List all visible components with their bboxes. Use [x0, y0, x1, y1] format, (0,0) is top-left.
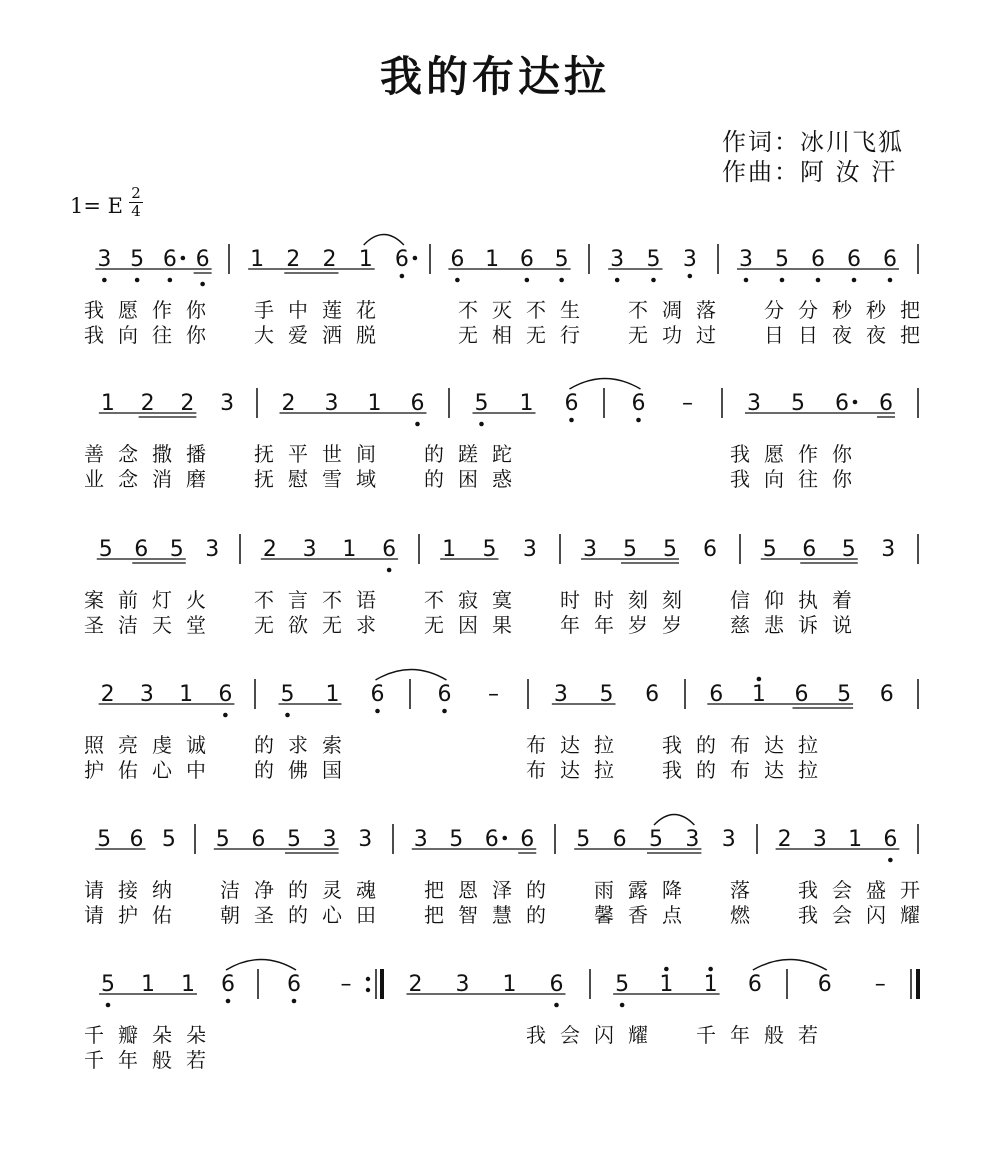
note: 3 [358, 827, 373, 852]
tie-arc [364, 235, 404, 246]
note: 1 [179, 682, 194, 707]
lower-octave-dot [888, 858, 893, 863]
tie-arc [570, 379, 641, 390]
note: 3 [685, 827, 700, 852]
note: 6 [879, 391, 893, 416]
lower-octave-dot [688, 274, 693, 279]
note: 6 [251, 827, 266, 852]
note: 3 [812, 827, 827, 852]
lower-octave-dot [569, 418, 574, 423]
note: 3 [553, 682, 568, 707]
note: 6 [883, 827, 898, 852]
note: 6 [549, 972, 564, 997]
note: 5 [280, 682, 295, 707]
time-signature-denominator: 4 [131, 202, 141, 220]
note: 5 [649, 827, 663, 852]
note: 5 [130, 247, 145, 272]
lower-octave-dot [135, 278, 140, 283]
note: 5 [599, 682, 614, 707]
note: 1 [703, 972, 718, 997]
note: 6 [394, 247, 409, 272]
note: – [488, 682, 499, 707]
lower-octave-dot [200, 282, 205, 287]
augmentation-dot [181, 256, 186, 261]
note: 1 [141, 972, 155, 997]
lower-octave-dot [780, 278, 785, 283]
note: 6 [129, 827, 144, 852]
note: 6 [879, 682, 894, 707]
note: 5 [482, 537, 497, 562]
note: 6 [709, 682, 724, 707]
note: 3 [205, 537, 220, 562]
note: 6 [847, 247, 861, 272]
tie-arc [226, 960, 296, 971]
lyricist-credit: 作词：冰川飞狐 [722, 128, 904, 156]
lower-octave-dot [455, 278, 460, 283]
note: 6 [802, 537, 817, 562]
note: 3 [324, 391, 339, 416]
note: 5 [791, 391, 805, 416]
note: 6 [747, 972, 762, 997]
upper-octave-dot [757, 677, 762, 682]
upper-octave-dot [664, 967, 669, 972]
note: 5 [576, 827, 591, 852]
note: 2 [262, 537, 277, 562]
note: 6 [519, 247, 534, 272]
lyric-line: 案前灯火 不言不语 不寂寞 时时刻刻 信仰执着 [84, 588, 866, 612]
note: 6 [221, 972, 235, 997]
note: 3 [721, 827, 736, 852]
lower-octave-dot [620, 1003, 625, 1008]
note: 6 [883, 247, 897, 272]
lower-octave-dot [285, 713, 290, 718]
note: 2 [322, 247, 337, 272]
augmentation-dot [413, 256, 418, 261]
note: 6 [817, 972, 832, 997]
note: 3 [739, 247, 753, 272]
note: 5 [615, 972, 630, 997]
note: 6 [450, 247, 465, 272]
note: 6 [484, 827, 499, 852]
lower-octave-dot [559, 278, 564, 283]
note: 6 [437, 682, 452, 707]
lyric-line: 千年般若 [84, 1048, 220, 1072]
note: 5 [97, 827, 112, 852]
lower-octave-dot [102, 278, 107, 283]
lower-octave-dot [223, 713, 228, 718]
lower-octave-dot [226, 999, 231, 1004]
note: 3 [522, 537, 537, 562]
note: 5 [775, 247, 789, 272]
note: 5 [554, 247, 569, 272]
note: – [682, 391, 693, 416]
note: 1 [325, 682, 340, 707]
time-signature-numerator: 2 [131, 184, 141, 202]
note: 5 [215, 827, 230, 852]
note: 3 [322, 827, 337, 852]
note: 6 [612, 827, 627, 852]
note: 6 [703, 537, 717, 562]
lower-octave-dot [525, 278, 530, 283]
note: 3 [682, 247, 697, 272]
note: 3 [413, 827, 428, 852]
note: 6 [382, 537, 397, 562]
augmentation-dot [853, 400, 858, 405]
lower-octave-dot [554, 1003, 559, 1008]
note: – [874, 972, 886, 997]
lower-octave-dot [375, 709, 380, 714]
note: 1 [519, 391, 534, 416]
note: 6 [134, 537, 149, 562]
note: 6 [162, 247, 177, 272]
note: 6 [218, 682, 233, 707]
repeat-dot [366, 977, 370, 981]
note: 5 [98, 537, 113, 562]
note: 1 [100, 391, 115, 416]
lower-octave-dot [651, 278, 656, 283]
note: 5 [663, 537, 677, 562]
note: 6 [645, 682, 660, 707]
note: 5 [841, 537, 856, 562]
note: 2 [777, 827, 792, 852]
lower-octave-dot [744, 278, 749, 283]
tie-arc [376, 670, 447, 681]
note: 2 [408, 972, 423, 997]
note: 5 [623, 537, 637, 562]
lower-octave-dot [479, 422, 484, 427]
note: 2 [180, 391, 195, 416]
note: 2 [140, 391, 155, 416]
augmentation-dot [502, 836, 507, 841]
lyric-line: 圣洁天堂 无欲无求 无因果 年年岁岁 慈悲诉说 [84, 613, 866, 637]
note: 6 [410, 391, 425, 416]
lower-octave-dot [387, 568, 392, 573]
note: 3 [610, 247, 625, 272]
lower-octave-dot [168, 278, 173, 283]
lyric-line: 我向往你 大爱洒脱 无相无行 无功过 日日夜夜把 [84, 323, 934, 347]
note: 1 [502, 972, 517, 997]
key-signature: 1= E [70, 194, 123, 218]
note: 3 [97, 247, 112, 272]
note: 6 [835, 391, 849, 416]
lyric-line: 护佑心中 的佛国 布达拉 我的布达拉 [84, 758, 832, 782]
note: 5 [474, 391, 489, 416]
lower-octave-dot [415, 422, 420, 427]
lower-octave-dot [816, 278, 821, 283]
note: 6 [287, 972, 301, 997]
lyric-line: 请接纳 洁净的灵魂 把恩泽的 雨露降 落 我会盛开 [84, 878, 934, 902]
lower-octave-dot [615, 278, 620, 283]
note: 6 [794, 682, 809, 707]
note: 1 [485, 247, 500, 272]
lyric-line: 照亮虔诚 的求索 布达拉 我的布达拉 [84, 733, 832, 757]
note: 5 [101, 972, 115, 997]
note: 1 [358, 247, 373, 272]
composer-credit: 作曲：阿 汝 汗 [722, 158, 898, 186]
note: 6 [520, 827, 535, 852]
note: 5 [449, 827, 464, 852]
note: 6 [631, 391, 646, 416]
note: 1 [342, 537, 357, 562]
lower-octave-dot [292, 999, 297, 1004]
note: 5 [762, 537, 777, 562]
note: – [340, 972, 352, 997]
note: 6 [195, 247, 210, 272]
note: 1 [250, 247, 265, 272]
note: 6 [370, 682, 385, 707]
note: 1 [181, 972, 195, 997]
note: 5 [646, 247, 661, 272]
tie-arc [753, 960, 827, 971]
note: 1 [848, 827, 863, 852]
note: 5 [161, 827, 176, 852]
note: 1 [659, 972, 674, 997]
lyric-line: 我愿作你 手中莲花 不灭不生 不凋落 分分秒秒把 [84, 298, 934, 322]
note: 5 [837, 682, 852, 707]
lower-octave-dot [400, 274, 405, 279]
note: 1 [442, 537, 457, 562]
lower-octave-dot [888, 278, 893, 283]
note: 3 [583, 537, 597, 562]
note: 1 [367, 391, 382, 416]
note: 3 [302, 537, 317, 562]
note: 3 [455, 972, 470, 997]
note: 5 [169, 537, 184, 562]
lower-octave-dot [106, 1003, 111, 1008]
upper-octave-dot [708, 967, 713, 972]
lyric-line: 千瓣朵朵 我会闪耀 千年般若 [84, 1023, 832, 1047]
note: 6 [811, 247, 825, 272]
lower-octave-dot [442, 709, 447, 714]
tie-arc [654, 815, 694, 826]
note: 3 [881, 537, 896, 562]
song-title: 我的布达拉 [379, 52, 610, 101]
note: 1 [751, 682, 766, 707]
note: 5 [287, 827, 301, 852]
repeat-dot [366, 988, 370, 992]
note: 3 [747, 391, 761, 416]
lyric-line: 请护佑 朝圣的心田 把智慧的 馨香点 燃 我会闪耀 [84, 903, 934, 927]
note: 2 [286, 247, 301, 272]
lower-octave-dot [852, 278, 857, 283]
note: 2 [281, 391, 296, 416]
note: 3 [220, 391, 235, 416]
note: 2 [100, 682, 115, 707]
lower-octave-dot [636, 418, 641, 423]
note: 6 [564, 391, 579, 416]
lyric-line: 业念消磨 抚慰雪域 的困惑 我向往你 [84, 467, 866, 491]
note: 3 [139, 682, 154, 707]
lyric-line: 善念撒播 抚平世间 的蹉跎 我愿作你 [84, 442, 866, 466]
